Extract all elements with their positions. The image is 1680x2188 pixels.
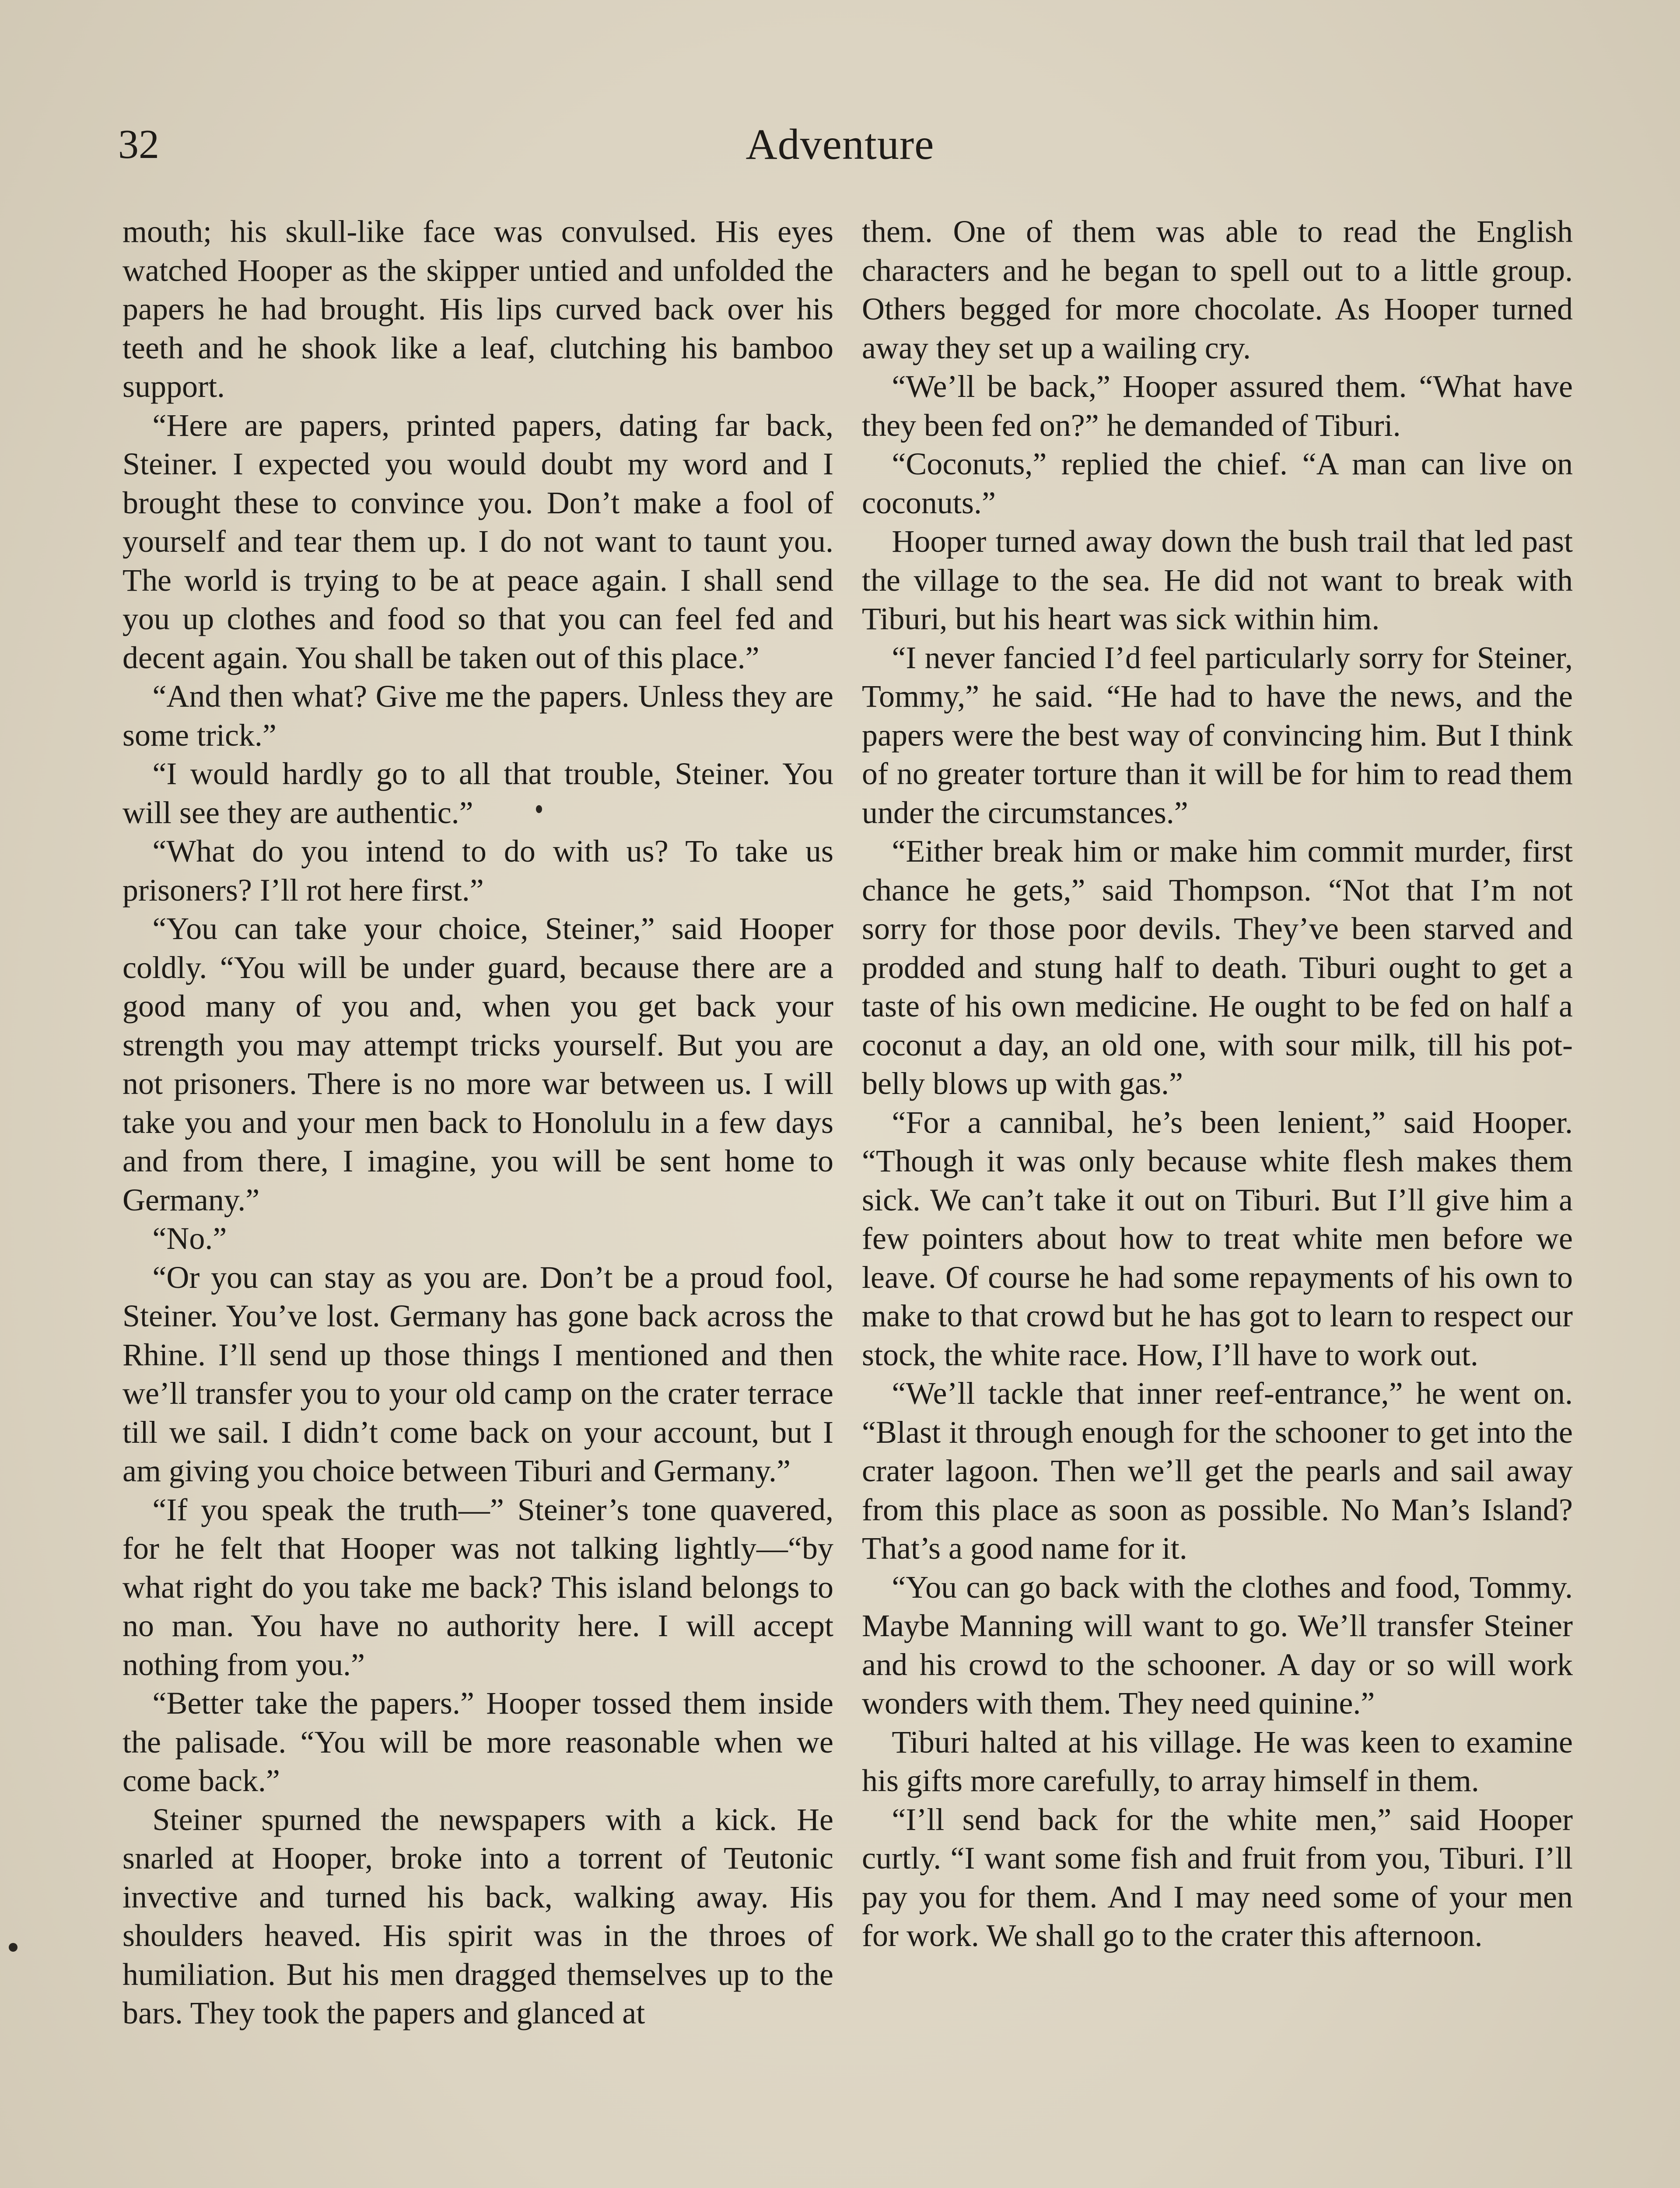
page-header [118, 112, 1562, 177]
running-title: Adventure [746, 120, 934, 168]
paragraph: “We’ll tackle that inner reef-entrance,” he went on. “Blast it through enough for the schooner to get into the crater lagoon. Then we’ll get the pearls and sail away from this place as soon as possible. No Man’s Island? That’s a good name for it. [862, 1376, 1573, 1566]
paragraph: “Either break him or make him commit murder, first chance he gets,” said Thompson. “Not that I’m not sorry for those poor devils. They’ve been starved and prodded and stung half to death. Tiburi ought to get a taste of his own medicine. He ought to be fed on half a coconut a day, an old one, with sour milk, till his pot-belly blows up with gas.” [862, 834, 1573, 1101]
left-column [122, 212, 833, 2033]
paper-speck [536, 805, 542, 813]
paragraph: “You can go back with the clothes and food, Tommy. Maybe Manning will want to go. We’ll transfer Steiner and his crowd to the schooner. A day or so will work wonders with them. They need quinine.” [862, 1569, 1573, 1721]
right-column [862, 212, 1573, 1955]
paragraph: Tiburi halted at his village. He was keen to examine his gifts more carefully, to array himself in them. [862, 1724, 1573, 1798]
paragraph: Hooper turned away down the bush trail that led past the village to the sea. He did not want to break with Tiburi, but his heart was sick within him. [862, 524, 1573, 636]
paragraph: “Or you can stay as you are. Don’t be a proud fool, Steiner. You’ve lost. Germany has gone back across the Rhine. I’ll send up those things I mentioned and then we’ll transfer you to your old camp on the crater terrace till we sail. I didn’t come back on your account, but I am giving you choice between Tiburi and Germany.” [122, 1259, 833, 1488]
paragraph: “I’ll send back for the white men,” said Hooper curtly. “I want some fish and fruit from you, Tiburi. I’ll pay you for them. And I may need some of your men for work. We shall go to the crater this afternoon. [862, 1802, 1573, 1953]
paragraph: them. One of them was able to read the English characters and he began to spell out to a little group. Others begged for more chocolate. As Hooper turned away they set up a wailing cry. [862, 214, 1573, 365]
paragraph: Steiner spurned the newspapers with a kick. He snarled at Hooper, broke into a torrent of Teutonic invective and turned his back, walking away. His shoulders heaved. His spirit was in the throes of humiliation. But his men dragged themselves up to the bars. They took the papers and glanced at [122, 1802, 833, 2030]
paragraph: mouth; his skull-like face was convulsed. His eyes watched Hooper as the skipper untied and unfolded the papers he had brought. His lips curved back over his teeth and he shook like a leaf, clutching his bamboo support. [122, 214, 833, 404]
paragraph: “We’ll be back,” Hooper assured them. “What have they been fed on?” he demanded of Tiburi. [862, 369, 1573, 443]
paragraph: “I never fancied I’d feel particularly sorry for Steiner, Tommy,” he said. “He had to have the news, and the papers were the best way of convincing him. But I think of no greater torture than it will be for him to read them under the circumstances.” [862, 640, 1573, 830]
paragraph: “If you speak the truth—” Steiner’s tone quavered, for he felt that Hooper was not talking lightly—“by what right do you take me back? This island belongs to no man. You have no authority here. I will accept nothing from you.” [122, 1492, 833, 1682]
paragraph: “You can take your choice, Steiner,” said Hooper coldly. “You will be under guard, because there are a good many of you and, when you get back your strength you may attempt tricks yourself. But you are not prisoners. There is no more war between us. I will take you and your men back to Honolulu in a few days and from there, I imagine, you will be sent home to Germany.” [122, 911, 833, 1217]
paragraph: “I would hardly go to all that trouble, Steiner. You will see they are authentic.” [122, 756, 833, 830]
page-number: 32 [118, 122, 159, 167]
paragraph: “And then what? Give me the papers. Unless they are some trick.” [122, 679, 833, 753]
paragraph: “Here are papers, printed papers, dating far back, Steiner. I expected you would doubt my word and I brought these to convince you. Don’t make a fool of yourself and tear them up. I do not want to taunt you. The world is trying to be at peace again. I shall send you up clothes and food so that you can feel fed and decent again. You shall be taken out of this place.” [122, 407, 833, 675]
paper-speck [9, 1943, 18, 1952]
paragraph: “For a cannibal, he’s been lenient,” said Hooper. “Though it was only because white flesh makes them sick. We can’t take it out on Tiburi. But I’ll give him a few pointers about how to treat white men before we leave. Of course he had some repayments of his own to make to that crowd but he has got to learn to respect our stock, the white race. How, I’ll have to work out. [862, 1105, 1573, 1372]
paragraph: “What do you intend to do with us? To take us prisoners? I’ll rot here first.” [122, 834, 833, 908]
paragraph: “Coconuts,” replied the chief. “A man can live on coconuts.” [862, 446, 1573, 520]
paragraph: “Better take the papers.” Hooper tossed them inside the palisade. “You will be more reasonable when we come back.” [122, 1686, 833, 1798]
paragraph: “No.” [152, 1221, 227, 1256]
